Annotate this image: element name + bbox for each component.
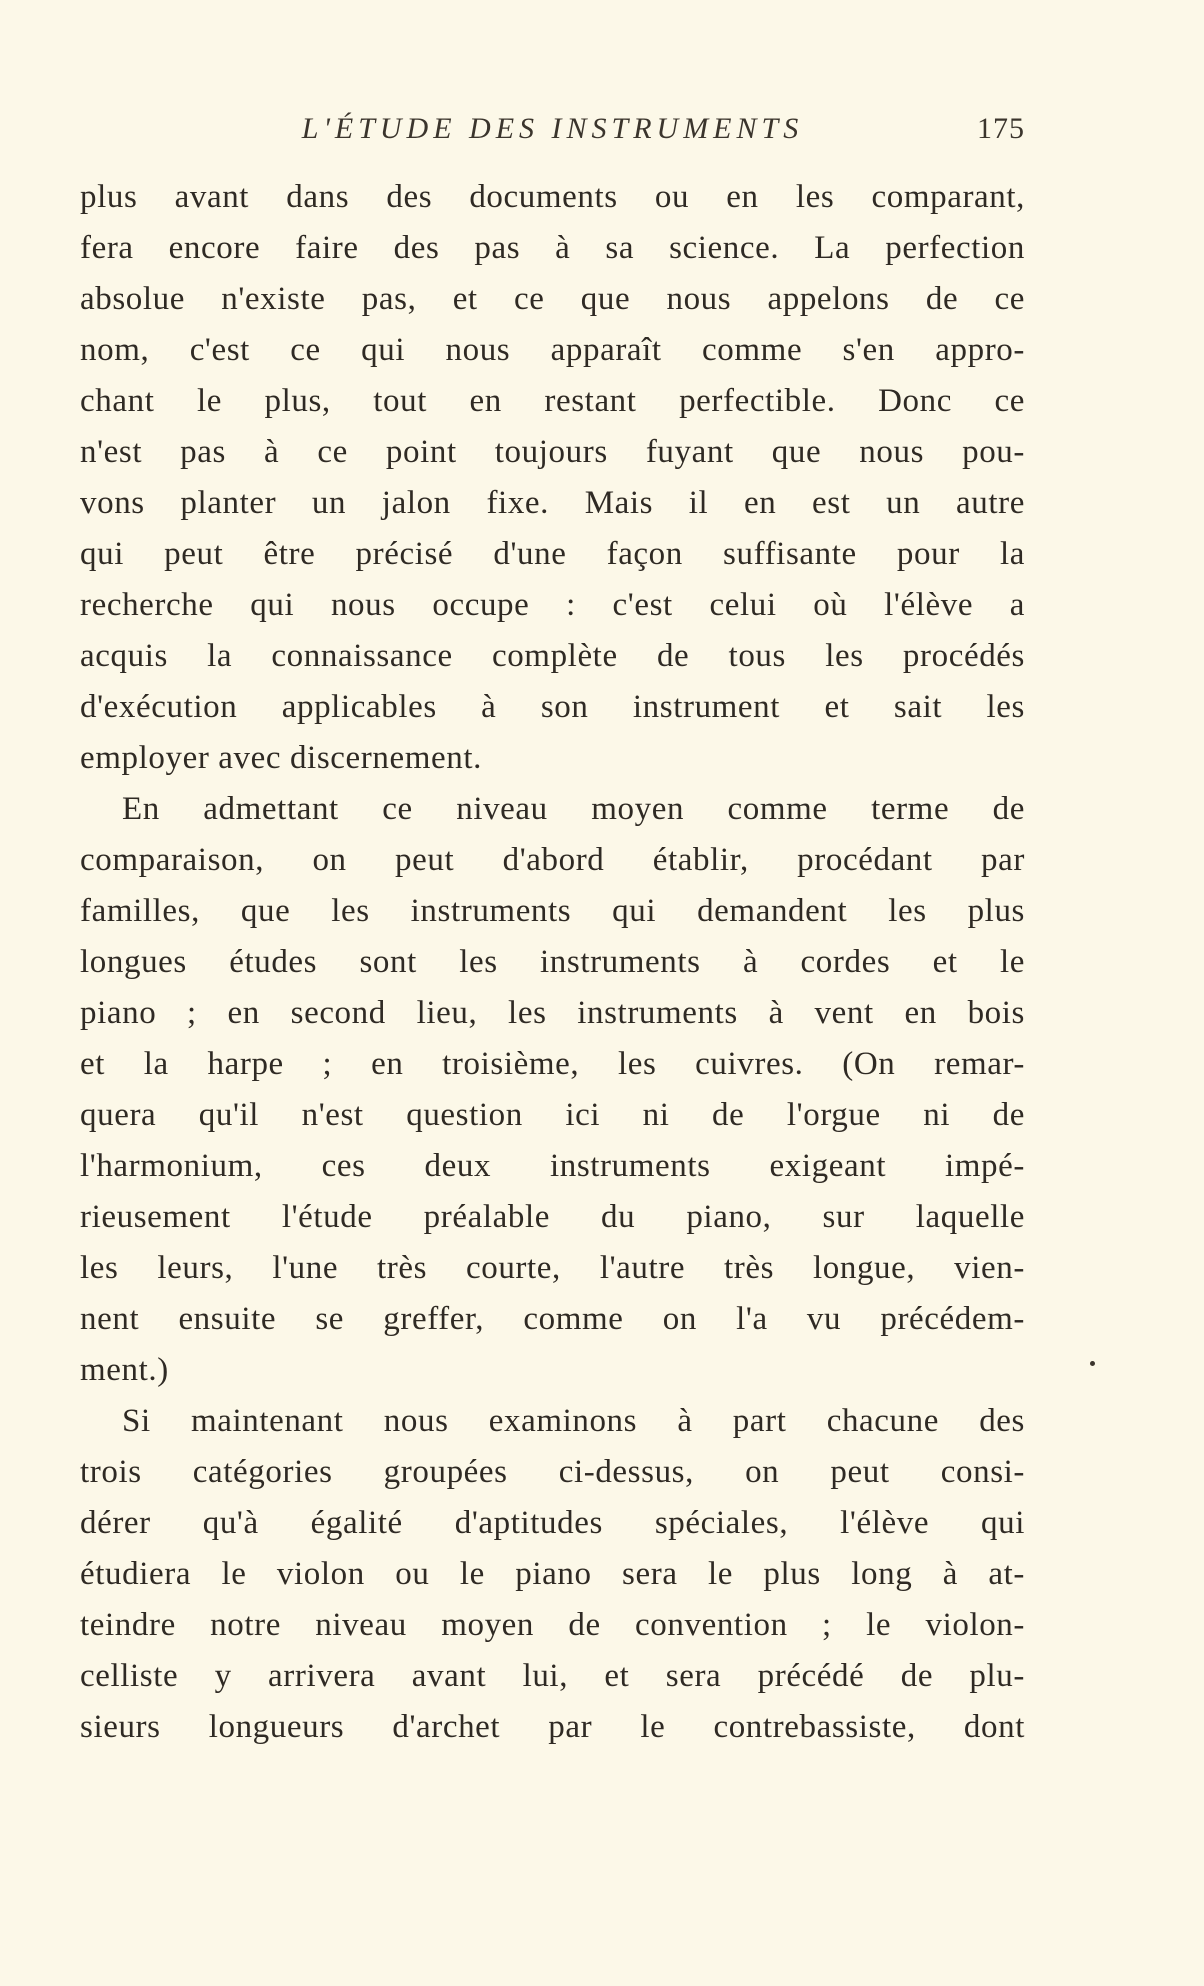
text-line: l'harmonium, ces deux instruments exigeant impé- [80, 1148, 1025, 1184]
text-line: quera qu'il n'est question ici ni de l'orgue ni de [80, 1097, 1025, 1133]
text-line: employer avec discernement. [80, 740, 482, 776]
text-line: teindre notre niveau moyen de convention ; le violon- [80, 1607, 1025, 1643]
text-line: dérer qu'à égalité d'aptitudes spéciales, l'élève qui [80, 1505, 1025, 1541]
text-line: qui peut être précisé d'une façon suffisante pour la [80, 536, 1025, 572]
ink-speck [1090, 1361, 1095, 1366]
text-line: familles, que les instruments qui demandent les plus [80, 893, 1025, 929]
text-line: nent ensuite se greffer, comme on l'a vu précédem- [80, 1301, 1025, 1337]
text-line: étudiera le violon ou le piano sera le plus long à at- [80, 1556, 1025, 1592]
text-line: acquis la connaissance complète de tous les procédés [80, 638, 1025, 674]
body-text [80, 172, 1025, 1753]
paragraph-first-line: Si maintenant nous examinons à part chacune des [122, 1403, 1025, 1439]
text-line: n'est pas à ce point toujours fuyant que nous pou- [80, 434, 1025, 470]
text-line: ment.) [80, 1352, 169, 1388]
text-line: les leurs, l'une très courte, l'autre très longue, vien- [80, 1250, 1025, 1286]
text-line: vons planter un jalon fixe. Mais il en est un autre [80, 485, 1025, 521]
text-line: sieurs longueurs d'archet par le contrebassiste, dont [80, 1709, 1025, 1745]
text-line: d'exécution applicables à son instrument et sait les [80, 689, 1025, 725]
text-line: longues études sont les instruments à cordes et le [80, 944, 1025, 980]
page-number: 175 [977, 112, 1025, 145]
text-line: piano ; en second lieu, les instruments à vent en bois [80, 995, 1025, 1031]
text-line: fera encore faire des pas à sa science. La perfection [80, 230, 1025, 266]
paragraph-first-line: En admettant ce niveau moyen comme terme de [122, 791, 1025, 827]
text-line: comparaison, on peut d'abord établir, procédant par [80, 842, 1025, 878]
running-head [80, 112, 1025, 152]
text-line: rieusement l'étude préalable du piano, sur laquelle [80, 1199, 1025, 1235]
text-line: trois catégories groupées ci-dessus, on peut consi- [80, 1454, 1025, 1490]
text-line: celliste y arrivera avant lui, et sera précédé de plu- [80, 1658, 1025, 1694]
text-line: plus avant dans des documents ou en les comparant, [80, 179, 1025, 215]
text-line: chant le plus, tout en restant perfectible. Donc ce [80, 383, 1025, 419]
text-line: et la harpe ; en troisième, les cuivres. (On remar- [80, 1046, 1025, 1082]
running-title: L'ÉTUDE DES INSTRUMENTS [301, 112, 804, 145]
text-line: nom, c'est ce qui nous apparaît comme s'en appro- [80, 332, 1025, 368]
text-line: absolue n'existe pas, et ce que nous appelons de ce [80, 281, 1025, 317]
text-line: recherche qui nous occupe : c'est celui où l'élève a [80, 587, 1025, 623]
